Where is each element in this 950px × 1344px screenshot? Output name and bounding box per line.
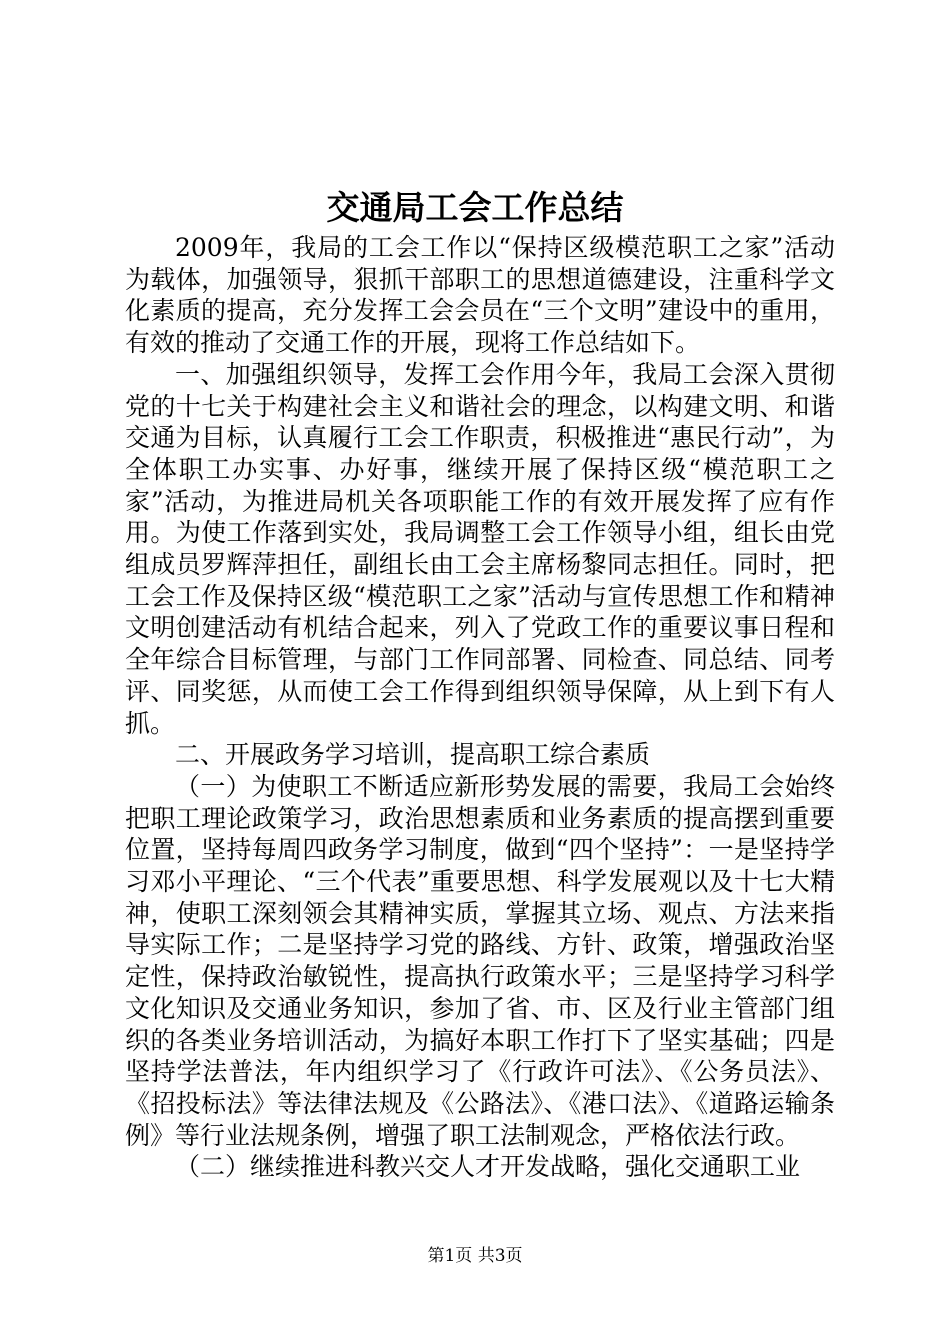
page-footer: 第1页 共3页 [427, 1246, 523, 1266]
paragraph-section-2-item-1: （一）为使职工不断适应新形势发展的需要，我局工会始终把职工理论政策学习，政治思想素质和业务素质的提高摆到重要位置，坚持每周四政务学习制度，做到“四个坚持”：一是坚持学习邓小平理论、“三个代表”重要思想、科学发展观以及十七大精神，使职工深刻领会其精神实质，掌握其立场、观点、方法来指导实际工作；二是坚持学习党的路线、方针、政策，增强政治坚定性，保持政治敏锐性，提高执行政策水平；三是坚持学习科学文化知识及交通业务知识，参加了省、市、区及行业主管部门组织的各类业务培训活动，为搞好本职工作打下了坚实基础；四是坚持学法普法，年内组织学习了《行政许可法》、《公务员法》、《招投标法》等法律法规及《公路法》、《港口法》、《道路运输条例》等行业法规条例，增强了职工法制观念，严格依法行政。 [125, 771, 835, 1150]
paragraph-section-1: 一、加强组织领导，发挥工会作用今年，我局工会深入贯彻党的十七关于构建社会主义和谐社会的理念，以构建文明、和谐交通为目标，认真履行工会工作职责，积极推进“惠民行动”，为全体职工办实事、办好事，继续开展了保持区级“模范职工之家”活动，为推进局机关各项职能工作的有效开展发挥了应有作用。为使工作落到实处，我局调整工会工作领导小组，组长由党组成员罗辉萍担任，副组长由工会主席杨黎同志担任。同时，把工会工作及保持区级“模范职工之家”活动与宣传思想工作和精神文明创建活动有机结合起来，列入了党政工作的重要议事日程和全年综合目标管理，与部门工作同部署、同检查、同总结、同考评、同奖惩，从而使工会工作得到组织领导保障，从上到下有人抓。 [125, 359, 835, 738]
paragraph-intro: 2009年，我局的工会工作以“保持区级模范职工之家”活动为载体，加强领导，狠抓干部职工的思想道德建设，注重科学文化素质的提高，充分发挥工会会员在“三个文明”建设中的重用，有效的推动了交通工作的开展，现将工作总结如下。 [125, 233, 835, 358]
document-title: 交通局工会工作总结 [326, 188, 624, 227]
paragraph-section-2-heading: 二、开展政务学习培训，提高职工综合素质 [175, 740, 651, 770]
document-body [125, 232, 835, 1183]
paragraph-section-2-item-2: （二）继续推进科教兴交人才开发战略，强化交通职工业 [175, 1152, 801, 1182]
